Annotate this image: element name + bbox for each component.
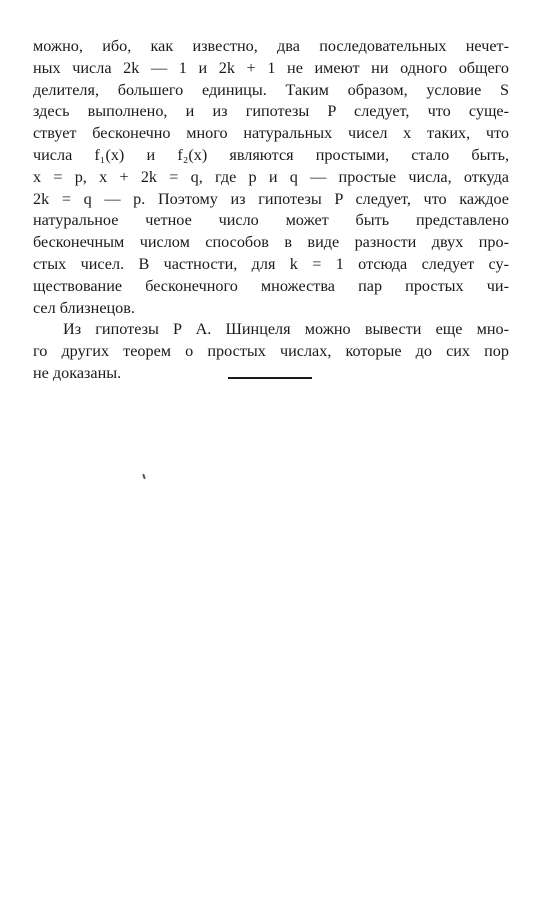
text-line: не доказаны. [33, 363, 122, 382]
section-end-rule [228, 377, 312, 379]
text-line: ществование бесконечного множества пар простых чи- [33, 276, 509, 295]
text-line: можно, ибо, как известно, два последовательных нечет- [33, 37, 509, 55]
page-body [33, 36, 509, 385]
text-line: ствует бесконечно много натуральных чисел x таких, что [33, 124, 509, 143]
text-line: делителя, большего единицы. Таким образом, условие S [33, 80, 509, 99]
text-line: бесконечным числом способов в виде разности двух про- [33, 233, 509, 252]
text-line: стых чисел. В частности, для k = 1 отсюда следует су- [33, 254, 509, 273]
paragraph-1 [33, 36, 509, 319]
text-line: ных числа 2k — 1 и 2k + 1 не имеют ни одного общего [33, 58, 509, 77]
text-line: x = p, x + 2k = q, где p и q — простые числа, откуда [33, 167, 509, 186]
text-line: го других теорем о простых числах, которые до сих пор [33, 342, 509, 361]
print-speck [142, 474, 146, 479]
text-line: 2k = q — p. Поэтому из гипотезы P следует, что каждое [33, 189, 509, 208]
text-line: здесь выполнено, и из гипотезы P следует, что суще- [33, 102, 509, 121]
text-line: натуральное четное число может быть представлено [33, 211, 509, 230]
text-line: сел близнецов. [33, 298, 135, 317]
paragraph-2 [33, 319, 509, 384]
text-line: числа f₁(x) и f₂(x) являются простыми, стало быть, [33, 145, 509, 164]
text-line: Из гипотезы P А. Шинцеля можно вывести еще мно- [63, 320, 509, 339]
